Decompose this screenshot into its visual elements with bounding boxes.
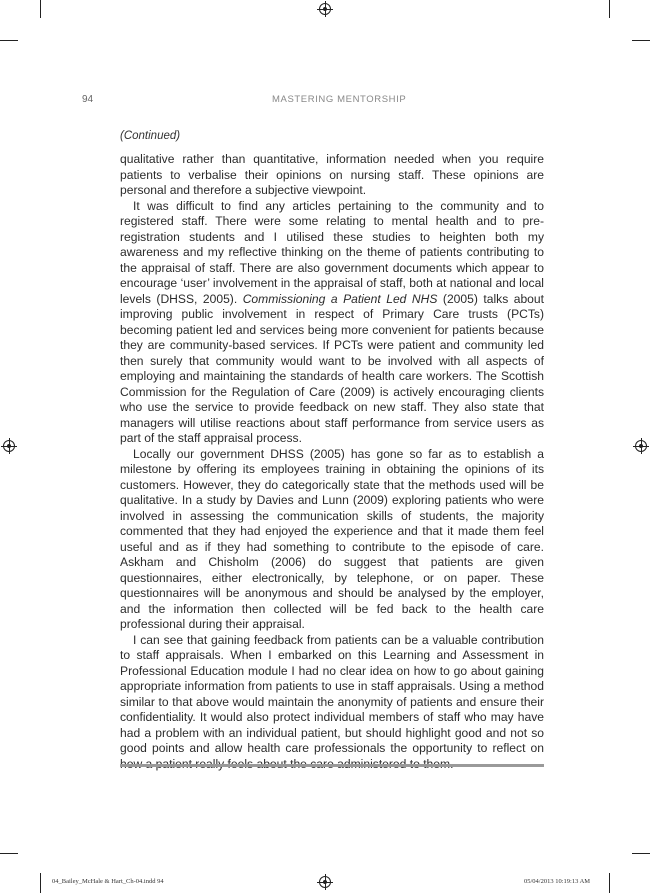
crop-mark-bottom-left-h — [0, 853, 18, 854]
crop-mark-bottom-left-v — [40, 873, 41, 893]
paragraph-2-part-a: It was difficult to find any articles pertaining to the community and to registered staff. There were some relating to mental health and to pre-registration students and I utilised these studies to heighten both my awareness and my reflective thinking on the theme of patients contributing to the appraisal of staff. There are also government documents which appear to encourage ‘user’ involvement in the appraisal of staff, both at national and local levels (DHSS, 2005). — [120, 198, 544, 306]
paragraph-2 — [120, 199, 544, 447]
continued-label: (Continued) — [120, 130, 181, 142]
crop-mark-top-left-v — [40, 0, 41, 18]
registration-mark-icon — [319, 876, 331, 888]
paragraph-1: qualitative rather than quantitative, information needed when you require patients to verbalise their opinions on nursing staff. These opinions are personal and therefore a subjective viewpoint. — [120, 152, 544, 197]
paragraph-3: Locally our government DHSS (2005) has gone so far as to establish a milestone by offering its employees training in obtaining the opinions of its customers. However, they do categorically state that the methods used will be qualitative. In a study by Davies and Lunn (2009) exploring patients who were involved in assessing the communication skills of students, the majority commented that they had enjoyed the experience and that it made them feel useful and as if they had something to contribute to the episode of care. Askham and Chisholm (2006) do suggest that patients are given questionnaires, either electronically, by telephone, or on paper. These questionnaires will be anonymous and should be analysed by the employer, and the information then collected will be fed back to the health care professional during their appraisal. — [120, 446, 544, 631]
slug-filename: 04_Bailey_McHale & Hart_Ch-04.indd 94 — [52, 878, 164, 885]
document-title: Commissioning a Patient Led NHS — [242, 291, 438, 306]
crop-mark-top-left-h — [0, 40, 18, 41]
slug-timestamp: 05/04/2013 10:19:13 AM — [524, 878, 591, 885]
paragraph-4: I can see that gaining feedback from patients can be a valuable contribution to staff appraisals. When I embarked on this Learning and Assessment in Professional Education module I had no clear idea on how to go about gaining appropriate information from patients to use in staff appraisals. Using a method similar to that above would maintain the anonymity of patients and ensure their confidentiality. It would also protect individual members of staff who may have had a problem with an individual patient, but should highlight good and not so good points and allow health care professionals the opportunity to reflect on — [120, 632, 544, 755]
page-number: 94 — [82, 94, 94, 105]
crop-mark-top-right-v — [609, 0, 610, 18]
paragraph-2-part-b: (2005) talks about improving public involvement in respect of Primary Care trusts (PCTs) becoming patient led and services being more convenient for patients because they are community-based services. If PCTs were patient and community led then surely that community would want to be involved with all aspects of employing and maintaining the standards of health care workers. The Scottish Commission for the Regulation of Care (2009) is actively encouraging clients who use the service to provide feedback on new staff. They also state that managers will utilise reactions about staff performance from service users as part of the staff appraisal process. — [120, 291, 544, 445]
running-head: MASTERING MENTORSHIP — [272, 94, 407, 105]
registration-mark-icon — [3, 440, 15, 452]
crop-mark-top-right-h — [632, 40, 650, 41]
body-text — [120, 152, 544, 772]
crop-mark-bottom-right-h — [632, 853, 650, 854]
registration-mark-icon — [635, 440, 647, 452]
registration-mark-icon — [319, 3, 331, 15]
crop-mark-bottom-right-v — [609, 873, 610, 893]
box-bottom-rule — [120, 764, 544, 767]
